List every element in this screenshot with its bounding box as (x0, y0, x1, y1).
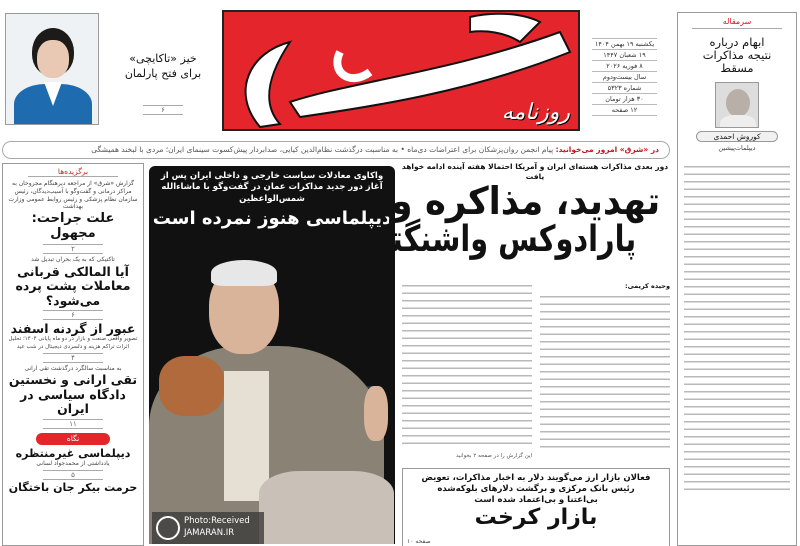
ticker-bar (2, 141, 670, 159)
picks-column (2, 163, 144, 546)
market-title[interactable]: بازار کرخت (474, 505, 598, 531)
masthead-logo (222, 10, 580, 131)
editorial-body (684, 162, 790, 492)
pick-title[interactable]: آیا المالکی قربانی معاملات پشت پرده می‌شود؟ (15, 263, 131, 308)
editorial-column (677, 12, 797, 546)
page-count: ۱۲ صفحه (592, 105, 657, 116)
issue-number: شماره ۵۳۲۳ (592, 83, 657, 94)
date-box (592, 38, 657, 116)
pick-kicker: به مناسبت سالگرد درگذشت تقی ارانی (24, 364, 122, 372)
feature-title[interactable]: دیپلماسی هنوز نمرده است (152, 208, 392, 230)
interview-photo (149, 236, 395, 544)
page-ref: ۶ (143, 105, 183, 115)
date-hijri: ۱۹ شعبان ۱۴۴۷ (592, 50, 657, 61)
pick-title[interactable]: حرمت بیکر جان باختگان (8, 481, 138, 494)
page-ref: ۶ (43, 310, 103, 320)
date-persian: یکشنبه ۱۹ بهمن ۱۴۰۴ (592, 38, 657, 50)
year-volume: سال بیست‌ودوم (592, 72, 657, 83)
picks-section: برگزیده‌ها (28, 167, 118, 177)
lead-kicker: دور بعدی مذاکرات هسته‌ای ایران و آمریکا احتمالا هفته آینده ادامه خواهد یافت (401, 162, 669, 181)
jamaran-logo-icon (156, 516, 180, 540)
page-ref: ۵ (43, 470, 103, 480)
lead-author: وحیده کریمی: (600, 282, 670, 290)
watermark-line2: JAMARAN.IR (184, 528, 235, 538)
lead-header (365, 162, 670, 261)
pick-title[interactable]: تقی ارانی و نخستین دادگاه سیاسی در ایران (8, 372, 138, 417)
pick-sub: تصویر واقعی صنعت و بازار در دو ماه پایانی ۱۴۰۴؛ تحلیل اثرات تراکم هزینه و دلسردی دیجیتال در شب عید (8, 336, 138, 350)
date-gregorian: ۸ فوریه ۲۰۲۶ (592, 61, 657, 72)
lead-title-line1[interactable]: تهدید، مذاکره و (390, 178, 661, 223)
pick-title[interactable]: عبور از گردنه اسفند (10, 320, 136, 336)
market-page: صفحه ۱۰ (407, 538, 431, 545)
ticker-label: در «شرق» امروز می‌خوانید: (555, 145, 659, 154)
pick-title[interactable]: علت جراحت: مجهول (31, 211, 115, 242)
logo-subtitle: روزنامه (501, 100, 570, 125)
page-ref: ۴ (43, 353, 103, 363)
view-badge: نگاه (36, 433, 110, 445)
lead-body-col2 (402, 281, 532, 450)
pick-kicker: تاکتیکی که به یک بحران تبدیل شد (31, 256, 115, 264)
lead-body-col1 (540, 292, 670, 450)
editorial-author: کوروش احمدی (696, 131, 778, 142)
takaichi-photo (5, 13, 99, 125)
price: ۳۰ هزار تومان (592, 94, 657, 105)
ticker-text[interactable]: پیام انجمن روان‌پزشکان برای اعتراضات دی‌ماه • به مناسبت درگذشت نظام‌الدین کیایی، صدابردار پیش‌کسوت سینمای ایران؛ مردی با لبخند همیشگی (91, 145, 554, 154)
view-title[interactable]: دیپلماسی غیرمنتظره (15, 446, 131, 460)
market-box (402, 468, 670, 546)
editorial-title[interactable]: ابهام درباره نتیجه مذاکرات مسقط (702, 35, 772, 76)
lead-continued[interactable]: این گزارش را در صفحه ۲ بخوانید (455, 453, 532, 459)
page-ref: ۲ (43, 244, 103, 254)
page-ref: ۱۱ (43, 419, 103, 429)
takaichi-headline[interactable]: خیز «تاکایچی» برای فتح پارلمان (124, 52, 202, 80)
view-sub: یادداشتی از محمدجواد لسانی (36, 460, 110, 468)
market-kicker: فعالان بازار ارز می‌گویند دلار به اخبار مذاکرات، تعویض رئیس بانک مرکزی و برگشت دلارهای بلوکه‌شده بی‌اعتنا و بی‌اعتماد شده است (421, 473, 651, 506)
editorial-section: سرمقاله (692, 17, 782, 29)
watermark (152, 512, 264, 544)
editorial-author-role: دیپلمات‌پیشین (718, 143, 756, 152)
watermark-line1: Photo:Received (184, 516, 250, 526)
pick-kicker: گزارش «شرق» از مراجعه دیرهنگام مجروحان به مراکز درمانی و گفت‌وگو با آسیب‌دیدگان، رئیس سازمان نظام پزشکی و رئیس روابط عمومی وزارت بهداشت (8, 180, 138, 211)
lead-title-line2[interactable]: پارادوکس واشنگتن (365, 219, 637, 261)
feature-kicker: واکاوی معادلات سیاست خارجی و داخلی ایران پس از آغاز دور جدید مذاکرات عمان در گفت‌وگو با ماشاءالله شمس‌الواعظین (160, 171, 384, 204)
author-photo (715, 82, 759, 128)
